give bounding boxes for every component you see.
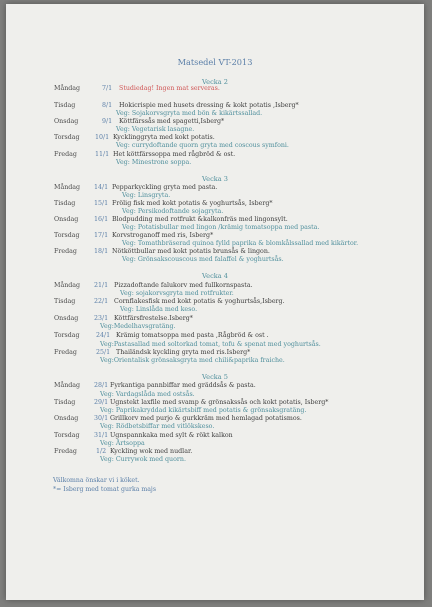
date-label: 28/1 [94, 382, 109, 389]
veg-row [6, 142, 424, 150]
date-label: 18/1 [94, 248, 109, 255]
dish-veg: Veg: Ärtsoppa [100, 440, 145, 447]
dish-veg: Veg: Sojakorvsgryta med bön & kikärtssallad. [116, 110, 263, 117]
veg-row [6, 208, 424, 216]
day-label: Fredag [54, 349, 77, 356]
day-label: Fredag [54, 151, 77, 158]
day-label: Torsdag [54, 332, 80, 339]
day-label: Tisdag [54, 298, 76, 305]
menu-paper [6, 4, 424, 600]
menu-row [6, 232, 424, 240]
dish-veg: Veg: Vardagslåda med ostsås. [100, 391, 195, 398]
dish-main: Fyrkantiga pannbiffar med gräddsås & pasta. [110, 382, 256, 389]
day-label: Måndag [54, 85, 81, 92]
date-label: 15/1 [94, 200, 109, 207]
dish-veg: Veg: Persikodoftande sojagryta. [122, 208, 224, 215]
day-label: Fredag [54, 448, 77, 455]
date-label: 7/1 [102, 85, 113, 92]
date-label: 21/1 [94, 282, 109, 289]
menu-row [6, 102, 424, 110]
dish-veg: Veg: Rödbetsbiffar med vitlökskeso. [100, 423, 215, 430]
dish-veg: Veg: sojakorvsgryta med rotfrukter. [120, 290, 234, 297]
veg-row [6, 440, 424, 448]
dish-veg: Veg: Linslåda med keso. [120, 306, 198, 313]
veg-row [6, 323, 424, 331]
week-heading: Vecka 5 [202, 373, 228, 381]
dish-main: Kyckling wok med nudlar. [110, 448, 193, 455]
footer-greeting: Välkomna önskar vi i köket. [53, 477, 140, 484]
dish-veg: Veg: Linsgryta. [122, 192, 171, 199]
date-label: 14/1 [94, 184, 109, 191]
menu-row [6, 382, 424, 390]
veg-row [6, 192, 424, 200]
veg-row [6, 110, 424, 118]
menu-row [6, 200, 424, 208]
menu-row [6, 415, 424, 423]
day-label: Måndag [54, 282, 81, 289]
date-label: 9/1 [102, 118, 113, 125]
date-label: 29/1 [94, 399, 109, 406]
dish-veg: Veg:Orientalisk grönsaksgryta med chili&paprika fraiche. [100, 357, 285, 364]
dish-main: Blodpudding med rotfrukt &kalkonfräs med lingonsylt. [112, 216, 288, 223]
menu-row [6, 85, 424, 93]
menu-title: Matsedel VT-2013 [177, 57, 253, 67]
menu-row [6, 315, 424, 323]
menu-row [6, 432, 424, 440]
dish-veg: Veg:Pastasallad med soltorkad tomat, tofu & spenat med yoghurtsås. [100, 341, 321, 348]
dish-main: Pizzadoftande falukorv med fullkornspasta. [114, 282, 253, 289]
menu-row [6, 282, 424, 290]
dish-main: Krämig tomatsoppa med pasta ,Rågbröd & ost . [116, 332, 269, 339]
day-label: Tisdag [54, 200, 76, 207]
day-label: Onsdag [54, 415, 79, 422]
date-label: 22/1 [94, 298, 109, 305]
date-label: 25/1 [96, 349, 111, 356]
date-label: 11/1 [95, 151, 110, 158]
veg-row [6, 341, 424, 349]
dish-main: Frölig fisk med kokt potatis & yoghurtsås, Isberg* [112, 200, 273, 207]
footer-note: *= Isberg med tomat gurka majs [53, 486, 157, 493]
menu-row [6, 134, 424, 142]
dish-main: Pepparkyckling gryta med pasta. [112, 184, 218, 191]
menu-row [6, 248, 424, 256]
dish-main: Studiedag! Ingen mat serveras. [119, 85, 220, 92]
veg-row [6, 126, 424, 134]
day-label: Tisdag [54, 399, 76, 406]
date-label: 23/1 [94, 315, 109, 322]
menu-row [6, 349, 424, 357]
date-label: 30/1 [94, 415, 109, 422]
veg-row [6, 240, 424, 248]
dish-main: Ugnstekt laxfile med svamp & grönsakssås och kokt potatis, Isberg* [110, 399, 329, 406]
menu-row [6, 118, 424, 126]
day-label: Torsdag [54, 232, 80, 239]
dish-veg: Veg: Potatisbullar med lingon /krämig tomatsoppa med pasta. [122, 224, 320, 231]
day-label: Onsdag [54, 315, 79, 322]
dish-main: Thailändsk kyckling gryta med ris.Isberg* [116, 349, 251, 356]
date-label: 24/1 [96, 332, 111, 339]
day-label: Fredag [54, 248, 77, 255]
veg-row [6, 256, 424, 264]
day-label: Onsdag [54, 216, 79, 223]
veg-row [6, 290, 424, 298]
dish-veg: Veg: Grönsakscouscous med falaffel & yoghurtsås. [122, 256, 284, 263]
veg-row [6, 357, 424, 365]
date-label: 1/2 [96, 448, 107, 455]
menu-row [6, 216, 424, 224]
dish-main: Kycklinggryta med kokt potatis. [113, 134, 215, 141]
day-label: Onsdag [54, 118, 79, 125]
day-label: Tisdag [54, 102, 76, 109]
dish-main: Nötköttbullar med kokt potatis brunsås & lingon. [112, 248, 270, 255]
dish-main: Grillkorv med purjo & gurkkräm med hemlagad potatismos. [110, 415, 302, 422]
veg-row [6, 391, 424, 399]
menu-row [6, 332, 424, 340]
veg-row [6, 423, 424, 431]
menu-row [6, 399, 424, 407]
dish-main: Köttfärsfrestelse.Isberg* [114, 315, 193, 322]
day-label: Måndag [54, 382, 81, 389]
dish-veg: Veg: Currywok med quorn. [100, 456, 186, 463]
veg-row [6, 159, 424, 167]
dish-veg: Veg: Vegetarisk lasagne. [116, 126, 195, 133]
week-heading: Vecka 3 [202, 175, 228, 183]
dish-main: Het köttfärssoppa med rågbröd & ost. [113, 151, 236, 158]
date-label: 31/1 [94, 432, 109, 439]
date-label: 8/1 [102, 102, 113, 109]
dish-main: Köttfärssås med spagetti,Isberg* [119, 118, 225, 125]
menu-row [6, 151, 424, 159]
week-heading: Vecka 2 [202, 78, 228, 86]
menu-row [6, 298, 424, 306]
veg-row [6, 456, 424, 464]
dish-veg: Veg: currydoftande quorn gryta med coscous symfoni. [116, 142, 289, 149]
menu-row [6, 184, 424, 192]
dish-main: Ugnspannkaka med sylt & rökt kalkon [110, 432, 233, 439]
veg-row [6, 224, 424, 232]
veg-row [6, 306, 424, 314]
day-label: Torsdag [54, 134, 80, 141]
date-label: 10/1 [95, 134, 110, 141]
menu-row [6, 448, 424, 456]
week-heading: Vecka 4 [202, 272, 228, 280]
dish-veg: Veg:Medelhavsgratäng. [100, 323, 176, 330]
date-label: 16/1 [94, 216, 109, 223]
day-label: Måndag [54, 184, 81, 191]
date-label: 17/1 [94, 232, 109, 239]
dish-main: Korvstroganoff med ris, Isberg* [112, 232, 214, 239]
dish-veg: Veg: Paprikakryddad kikärtsbiff med potatis & grönsaksgratäng. [100, 407, 307, 414]
day-label: Torsdag [54, 432, 80, 439]
dish-main: Hokicrispie med husets dressing & kokt potatis ,Isberg* [119, 102, 299, 109]
dish-veg: Veg: Tomathbräserad quinoa fylld paprika & blomkålssallad med kikärtor. [122, 240, 359, 247]
dish-main: Cornflakesfisk med kokt potatis & yoghurtsås,Isberg. [114, 298, 285, 305]
dish-veg: Veg: Minestrone soppa. [116, 159, 192, 166]
veg-row [6, 407, 424, 415]
